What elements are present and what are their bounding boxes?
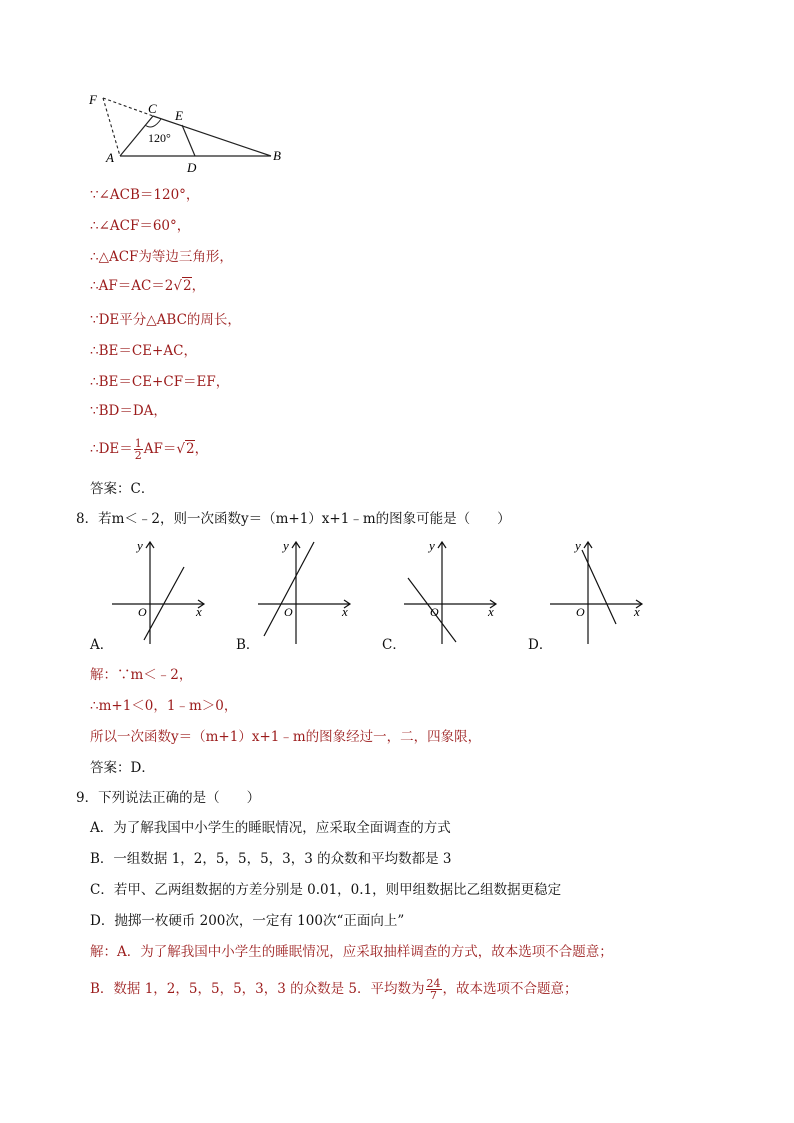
q8-option-c[interactable]: C．	[382, 637, 406, 653]
axis-label-origin: O	[138, 605, 147, 619]
q9-solution-b-pre: B．数据 1，2，5，5，5，3，3 的众数是 5．平均数为	[90, 981, 425, 997]
solution7-line3: ∴△ACF为等边三角形，	[90, 249, 233, 265]
solution7-line4: ∴AF＝AC＝2√2，	[90, 278, 206, 294]
axis-label-x: x	[342, 604, 348, 619]
q8-graph-d[interactable]	[550, 536, 650, 646]
solution7-line8: ∵BD＝DA，	[90, 403, 167, 419]
label-D: D	[187, 160, 197, 175]
q8-stem: 8．若m＜﹣2，则一次函数y＝（m+1）x+1﹣m的图象可能是（ ）	[76, 511, 511, 527]
q9-option-b[interactable]: B．一组数据 1，2，5，5，5，3，3 的众数和平均数都是 3	[90, 851, 452, 867]
solution7-line9-pre: ∴DE＝	[90, 441, 133, 457]
solution7-line9-den: 2	[134, 448, 142, 462]
label-angle: 120°	[148, 131, 171, 145]
q8-solution-line1: 解：∵m＜﹣2，	[90, 667, 193, 683]
solution7-line9-num: 1	[134, 436, 142, 450]
solution7-answer: 答案：C．	[90, 481, 155, 497]
solution7-line9-mid: AF＝	[143, 441, 177, 457]
axis-label-origin: O	[284, 605, 293, 619]
q9-option-a[interactable]: A．为了解我国中小学生的睡眠情况，应采取全面调查的方式	[90, 820, 451, 836]
solution7-line4-pre: ∴AF＝AC＝2	[90, 278, 174, 294]
axis-label-x: x	[634, 604, 640, 619]
label-F: F	[89, 92, 97, 107]
q9-solution-a: 解：A．为了解我国中小学生的睡眠情况，应采取抽样调查的方式，故本选项不合题意；	[90, 944, 613, 960]
q8-graph-c[interactable]	[404, 536, 504, 646]
q9-stem: 9．下列说法正确的是（ ）	[76, 790, 261, 806]
q8-solution-line3: 所以一次函数y＝（m+1）x+1﹣m的图象经过一，二，四象限，	[90, 729, 482, 745]
axis-label-y: y	[283, 538, 289, 553]
q9-solution-b-num: 24	[426, 976, 441, 990]
q8-graph-b[interactable]	[258, 536, 358, 646]
solution7-line4-radicand: 2	[182, 278, 192, 294]
axis-label-x: x	[196, 604, 202, 619]
solution7-line9: ∴DE＝ $\frac{1}{2}$ AF＝ √2 ，	[90, 436, 209, 462]
axis-label-y: y	[575, 538, 581, 553]
q9-solution-b-post: ，故本选项不合题意；	[442, 981, 578, 997]
label-B: B	[273, 148, 281, 163]
axis-label-x: x	[488, 604, 494, 619]
q8-option-a[interactable]: A．	[90, 637, 114, 653]
q8-solution-line2: ∴m+1＜0，1﹣m＞0，	[90, 698, 238, 714]
axis-label-origin: O	[576, 605, 585, 619]
solution7-line9-radicand: 2	[186, 441, 195, 457]
axis-label-y: y	[137, 538, 143, 553]
q8-graph-a[interactable]	[112, 536, 212, 646]
q9-solution-b-den: 7	[430, 988, 438, 1002]
label-A: A	[106, 150, 114, 165]
solution7-line6: ∴BE＝CE+AC，	[90, 343, 197, 359]
q9-solution-b	[90, 972, 578, 1006]
axis-label-y: y	[429, 538, 435, 553]
axis-label-origin: O	[430, 605, 439, 619]
solution7-line2: ∴∠ACF＝60°，	[90, 218, 191, 234]
label-C: C	[148, 101, 157, 116]
q8-option-d[interactable]: D．	[528, 637, 553, 653]
q8-answer: 答案：D．	[90, 760, 155, 776]
solution7-line5: ∵DE平分△ABC的周长，	[90, 312, 241, 328]
q8-option-b[interactable]: B．	[236, 637, 260, 653]
solution7-line4-post: ，	[191, 278, 206, 294]
solution7-line1: ∵∠ACB＝120°，	[90, 187, 200, 203]
q9-option-d[interactable]: D．抛掷一枚硬币 200次，一定有 100次“正面向上”	[90, 913, 405, 929]
solution7-line9-post: ，	[194, 441, 209, 457]
q9-option-c[interactable]: C．若甲、乙两组数据的方差分别是 0.01，0.1，则甲组数据比乙组数据更稳定	[90, 882, 562, 898]
label-E: E	[175, 108, 183, 123]
triangle-figure	[85, 88, 295, 180]
solution7-line7: ∴BE＝CE+CF＝EF，	[90, 374, 230, 390]
